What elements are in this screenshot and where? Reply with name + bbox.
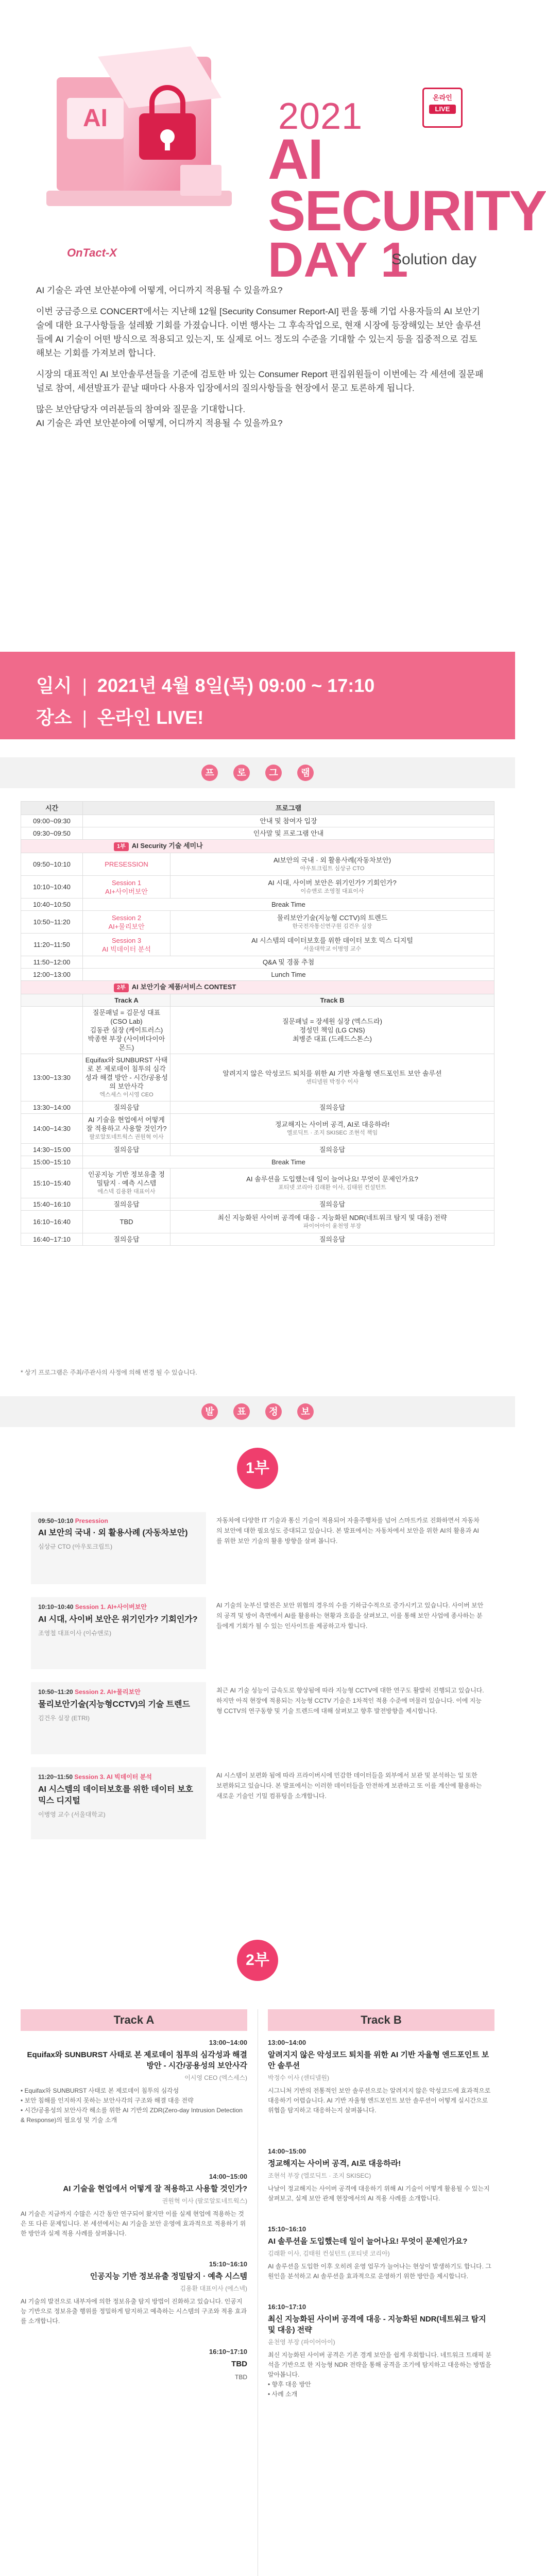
ontact-logo: OnTact-X xyxy=(67,246,117,259)
part1-circle: 1부 xyxy=(237,1448,278,1489)
hero-day: DAY 1 xyxy=(268,232,408,287)
table-row: 13:00~13:30 Equifax와 SUNBURST 사태로 본 제로데이 침투의 심각성과 해결 방안 - 시간/공용성의 보안사각 엑스세스 이시영 CEO 알려지지 않은 악성코드 퇴치를 위한 AI 기반 자율형 엔드포인트 보안 솔루션 센티넬원 박정수 이사 xyxy=(21,1054,494,1101)
track-b-header: Track B xyxy=(268,2009,494,2031)
schedule-table: 시간 프로그램 09:00~09:30 안내 및 참여자 입장 09:30~09:50 인사말 및 프로그램 안내 1부 AI Security 기술 세미나 09:50~10:10 PRESESSION AI보안의 국내 · 외 활용사례(자동차보안) 아우토크립트 심상규 CTO 10:10~10:40 Session 1 AI+사이버보안 AI 시대, 사이버 보안은 위기인가? 기회인가? 이슈앤로 조영철 대표이사 10:40~10:50 Break Time 10:50~11:20 Session 2 AI+물리보안 물리보안기술(지능형 CCTV)의 트렌드 한국전자통신연구원 김건우 실장 11:20~11:50 Session 3 AI 빅데이터 분석 AI 시스템의 데이터보호를 위한 데이터 보호 믹스 디지털 서울대학교 이병영 교수 11:50~12:00 Q&A 및 경품 추첨 12:00~13:00 Lunch Time 2부 AI 보안기술 제품/서비스 CONTEST Track A Track B 질문패널 = 김문성 대표 (CSO Lab) 김동관 실장 (케이트러스) 박종현 부장 (사이버다이아몬드) 질문패널 = 장세원 실장 (엑스드라) 정성민 책임 (LG CNS) 최병준 대표 (드레드스톤스) 13:00~13:30 Equifax와 SUNBURST 사태로 본 제로데이 침투의 심각성과 해결 방안 - 시간/공용성의 보안사각 엑스세스 이시영 CEO 알려지지 않은 악성코드 퇴치를 위한 AI 기반 자율형 엔드포인트 보안 솔루션 센티넬원 박정수 이사 13:30~14:00 질의응답 질의응답 14:00~14:30 AI 기술을 현업에서 어떻게 잘 적용하고 사용할 것인가? 팔로알토네트웍스 권원혁 이사 정교해지는 사이버 공격, AI로 대응하라! 엘로딕트 · 조지 SKISEC 조현석 책임 14:30~15:00 질의응답 질의응답 15:00~15:10 Break Time 15:10~15:40 인공지능 기반 정보유출 정밀탐지 · 예측 시스템 에스넥 김용환 대표이사 AI 솔루션을 도입했는데 일이 늘어나요! 무엇이 문제인가요? 포티넷 코리아 김래환 이사, 김태원 컨설턴트 15:40~16:10 질의응답 질의응답 16:10~16:40 TBD 최신 지능화된 사이버 공격에 대응 - 지능화된 NDR(네트워크 탐지 및 대응) 전략 파이어아이 윤천영 부장 16:40~17:10 질의응답 질의응답 xyxy=(21,801,494,1246)
table-row: 16:10~16:40 TBD 최신 지능화된 사이버 공격에 대응 - 지능화된 NDR(네트워크 탐지 및 대응) 전략 파이어아이 윤천영 부장 xyxy=(21,1211,494,1233)
table-row: 16:40~17:10 질의응답 질의응답 xyxy=(21,1233,494,1246)
intro-paragraph: 시장의 대표적인 AI 보안솔루션들을 기준에 검토한 바 있는 Consumer Report 편집위원들이 이번에는 각 세션에 질문패널로 참여, 세션발표가 끝날 때마다 사용자 입장에서의 질의사항들을 현장에서 묻고 토론하게 됩니다. xyxy=(36,369,484,393)
table-row: 15:10~15:40 인공지능 기반 정보유출 정밀탐지 · 예측 시스템 에스넥 김용환 대표이사 AI 솔루션을 도입했는데 일이 늘어나요! 무엇이 문제인가요? 포티넷 코리아 김래환 이사, 김태원 컨설턴트 xyxy=(21,1168,494,1198)
place-row: 장소 | 온라인 LIVE! xyxy=(36,707,204,728)
track-a-column xyxy=(21,2038,247,2394)
intro-paragraph: AI 기술은 과연 보안분야에 어떻게, 어디까지 적용될 수 있을까요? xyxy=(36,285,283,295)
table-row: 14:00~14:30 AI 기술을 현업에서 어떻게 잘 적용하고 사용할 것인가? 팔로알토네트웍스 권원혁 이사 정교해지는 사이버 공격, AI로 대응하라! 엘로딕트 · 조지 SKISEC 조현석 책임 xyxy=(21,1114,494,1144)
date-place-banner xyxy=(0,652,515,739)
table-row: 질문패널 = 김문성 대표 (CSO Lab) 김동관 실장 (케이트러스) 박종현 부장 (사이버다이아몬드) 질문패널 = 장세원 실장 (엑스드라) 정성민 책임 (LG CNS) 최병준 대표 (드레드스톤스) xyxy=(21,1007,494,1054)
table-row: 09:30~09:50 인사말 및 프로그램 안내 xyxy=(21,827,494,840)
table-row: 09:00~09:30 안내 및 참여자 입장 xyxy=(21,815,494,827)
hero-title: AI SECURITY xyxy=(268,128,546,243)
track-b-column xyxy=(268,2038,494,2411)
intro-paragraph: 많은 보안담당자 여러분들의 참여와 질문을 기대합니다. xyxy=(36,404,246,414)
hero-banner xyxy=(0,0,546,287)
part2-circle: 2부 xyxy=(237,1940,278,1981)
table-row: 10:10~10:40 Session 1 AI+사이버보안 AI 시대, 사이버 보안은 위기인가? 기회인가? 이슈앤로 조영철 대표이사 xyxy=(21,876,494,899)
track-item: 16:10~17:10 TBD TBD xyxy=(209,2348,247,2381)
table-row: 09:50~10:10 PRESESSION AI보안의 국내 · 외 활용사례(자동차보안) 아우토크립트 심상규 CTO xyxy=(21,853,494,876)
table-row: 14:30~15:00 질의응답 질의응답 xyxy=(21,1144,494,1156)
table-row: 15:40~16:10 질의응답 질의응답 xyxy=(21,1198,494,1211)
hero-year: 2021 xyxy=(278,96,363,137)
presenter-section-header: 발 표 정 보 xyxy=(0,1396,515,1427)
track-item: 13:00~14:00 알려지지 않은 악성코드 퇴치를 위한 AI 기반 자율형 엔드포인트 보안 솔루션 박정수 이사 (센티넬원) 시그니처 기반의 전통적인 보안 솔루션으로는 알려지지 않은 악성코드에 효과적으로 대응하기 어렵습니다. AI 기반 자율형 엔드포인트 보안 솔루션이 어떻게 실시간으로 위협을 탐지하고 대응하는지 살펴봅니다. xyxy=(268,2039,491,2114)
table-row: 11:20~11:50 Session 3 AI 빅데이터 분석 AI 시스템의 데이터보호를 위한 데이터 보호 믹스 디지털 서울대학교 이병영 교수 xyxy=(21,934,494,956)
schedule-note: * 상기 프로그램은 주최/주관사의 사정에 의해 변경 될 수 있습니다. xyxy=(21,1369,197,1376)
track-item: 14:00~15:00 AI 기술을 현업에서 어떻게 잘 적용하고 사용할 것인가? 권원혁 이사 (팔로알토네트웍스) AI 기술은 지금까지 수많은 시간 동안 연구되어 왔지만 이를 실제 현업에 적용하는 것은 또 다른 문제입니다. 본 세션에서는 AI 기술을 보안 운영에 효과적으로 적용하기 위한 방안과 실제 적용 사례를 살펴봅니다. xyxy=(21,2173,247,2237)
session-card: 10:50~11:20 Session 2. AI+물리보안 물리보안기술(지능형CCTV)의 기술 트렌드 김건우 실장 (ETRI) 최근 AI 기술 성능이 급속도로 향상됨에 따라 지능형 CCTV에 대한 연구도 활발히 진행되고 있습니다. 하지만 아직 현장에 적용되는 지능형 CCTV 기술은 1차적인 적용 수준에 머물러 있습니다. 이에 지능형 CCTV의 연구동향 및 기술 트렌드에 대해 살펴보고 향후 발전방향을 제시합니다. xyxy=(31,1682,484,1754)
session-card: 09:50~10:10 Presession AI 보안의 국내 · 외 활용사례 (자동차보안) 심상규 CTO (아우토크립트) 자동차에 다양한 IT 기술과 통신 기술이 적용되어 자율주행차를 넘어 스마트카로 진화하면서 자동차의 보안에 대한 필요성도 증대되고 있습니다. 본 발표에서는 자동차에서 보안을 위한 AI의 활용과 AI를 위한 보안 기술의 활용 방향을 살펴 봅니다. xyxy=(31,1512,484,1584)
date-row: 일시 | 2021년 4월 8일(목) 09:00 ~ 17:10 xyxy=(36,675,375,696)
track-item: 16:10~17:10 최신 지능화된 사이버 공격에 대응 - 지능화된 NDR(네트워크 탐지 및 대응) 전략 윤천영 부장 (파이어아이) 최신 지능화된 사이버 공격은 기존 경계 보안을 쉽게 우회합니다. 네트워크 트래픽 분석을 기반으로 한 지능형 NDR 전략을 통해 공격을 조기에 탐지하고 대응하는 방법을 알아봅니다. • 향후 대응 방안 • 사례 소개 xyxy=(268,2303,492,2398)
hero-subtitle: Solution day xyxy=(391,251,477,268)
table-row: 11:50~12:00 Q&A 및 경품 추첨 xyxy=(21,956,494,969)
table-row: 10:40~10:50 Break Time xyxy=(21,899,494,911)
table-row: 12:00~13:00 Lunch Time xyxy=(21,969,494,981)
session-card: 10:10~10:40 Session 1. AI+사이버보안 AI 시대, 사이버 보안은 위기인가? 기회인가? 조영철 대표이사 (이슈앤로) AI 기술의 눈부신 발전은 보안 위협의 경우의 수를 기하급수적으로 증가시키고 있습니다. 사이버 보안의 공격 및 방어 측면에서 AI를 활용하는 현황과 흐름을 살펴보고, 이를 통해 보안 사업에 종사하는 분들에게 기회가 될 수 있는 인사이트를 제공하고자 합니다. xyxy=(31,1597,484,1669)
svg-text:AI: AI xyxy=(83,105,108,132)
table-row: 13:30~14:00 질의응답 질의응답 xyxy=(21,1101,494,1114)
session-card: 11:20~11:50 Session 3. AI 빅데이터 분석 AI 시스템의 데이터보호를 위한 데이터 보호 믹스 디지털 이병영 교수 (서울대학교) AI 시스템이 보편화 됨에 따라 프라이버시에 민감한 데이터들을 외부에서 보관 및 분석하는 일 또한 보편화되고 있습니다. 본 발표에서는 이러한 데이터들을 안전하게 보관하고 또 이를 계산에 활용하는 새로운 기술인 기밀 컴퓨팅을 소개합니다. xyxy=(31,1767,484,1839)
online-live-badge: 온라인 LIVE xyxy=(422,88,463,128)
table-row: 10:50~11:20 Session 2 AI+물리보안 물리보안기술(지능형 CCTV)의 트렌드 한국전자통신연구원 김건우 실장 xyxy=(21,911,494,934)
track-item: 13:00~14:00 Equifax와 SUNBURST 사태로 본 제로데이 침투의 심각성과 해결 방안 - 시간/공용성의 보안사각 이시영 CEO (엑스세스) • Equifax와 SUNBURST 사태로 본 제로데이 침투의 심각성 • 보안 침해를 인지하지 못하는 보안사각의 구조와 해결 대응 전략 • 시간/공용성의 보안사각 해소를 위한 AI 기반의 ZDR(Zero-day Intrusion Detection & Response)의 필요성 및 기술 소개 xyxy=(21,2039,247,2124)
intro-text xyxy=(36,283,484,437)
program-section-header: 프 로 그 램 xyxy=(0,757,515,788)
track-item: 15:10~16:10 인공지능 기반 정보유출 정밀탐지 · 예측 시스템 김용환 대표이사 (에스넥) AI 기술의 발전으로 내부자에 의한 정보유출 탐지 방법이 진화하고 있습니다. 인공지능 기반으로 정보유출 행위를 정밀하게 탐지하고 예측하는 시스템의 구조와 적용 효과를 소개합니다. xyxy=(21,2260,247,2325)
security-illustration xyxy=(36,36,252,242)
track-a-header: Track A xyxy=(21,2009,247,2031)
track-item: 14:00~15:00 정교해지는 사이버 공격, AI로 대응하라! 조현석 부장 (엘로딕트 · 조지 SKISEC) 나날이 정교해지는 사이버 공격에 대응하기 위해 AI 기술이 어떻게 활용될 수 있는지 살펴보고, 실제 보안 관제 현장에서의 AI 적용 사례를 소개합니다. xyxy=(268,2147,490,2202)
table-row: 15:00~15:10 Break Time xyxy=(21,1156,494,1168)
track-item: 15:10~16:10 AI 솔루션을 도입했는데 일이 늘어나요! 무엇이 문제인가요? 김래환 이사, 김태원 컨설턴트 (포티넷 코리아) AI 솔루션을 도입한 이후 오히려 운영 업무가 늘어나는 현상이 발생하기도 합니다. 그 원인을 분석하고 AI 솔루션을 효과적으로 운영하기 위한 방안을 제시합니다. xyxy=(268,2225,491,2280)
intro-paragraph: 이번 궁금증으로 CONCERT에서는 지난해 12월 [Security Consumer Report-AI] 편을 통해 기업 사용자들의 AI 보안기술에 대한 요구사항들을 설레봤 기회를 가졌습니다. 이번 행사는 그 후속작업으로, 현재 시장에 등장해있는 보안 솔루션들에 AI 기술이 어떤 방식으로 적용되고 있는지, 또 실제로 어느 정도의 수준을 기대할 수 있는지 등을 집중적으로 검토해보는 기회를 가져보려 합니다. xyxy=(36,307,481,358)
intro-paragraph: AI 기술은 과연 보안분야에 어떻게, 어디까지 적용될 수 있을까요? xyxy=(36,418,283,428)
